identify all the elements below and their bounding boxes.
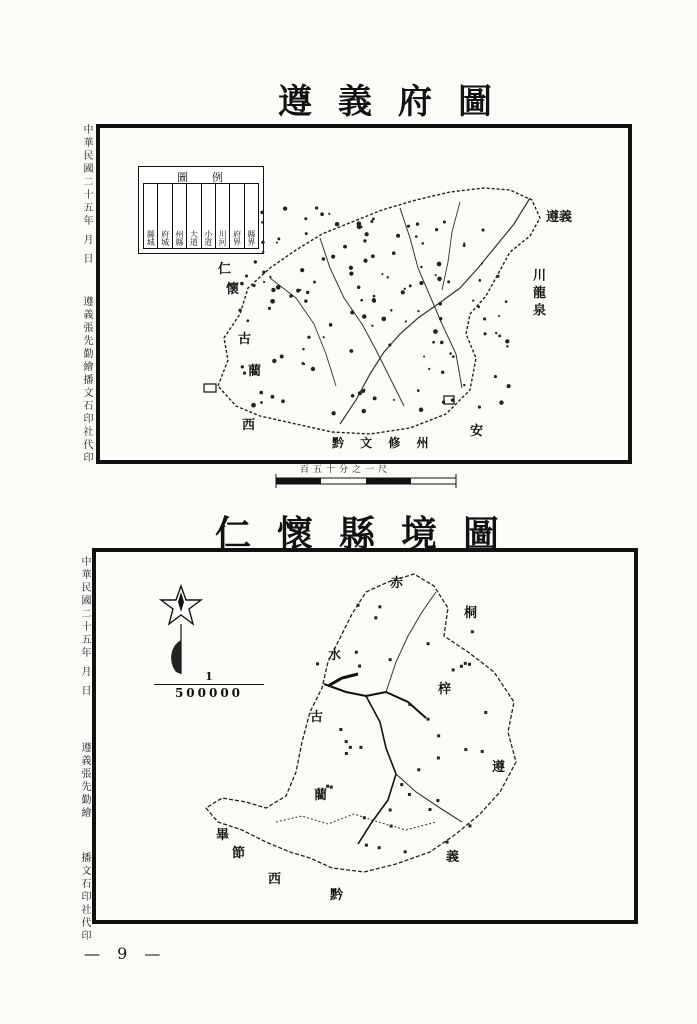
settlement-marker bbox=[301, 362, 304, 365]
settlement-marker bbox=[300, 268, 304, 272]
settlement-marker bbox=[322, 257, 325, 260]
town-marker bbox=[460, 665, 463, 668]
settlement-marker bbox=[332, 411, 336, 415]
settlement-marker bbox=[251, 403, 256, 408]
town-marker bbox=[349, 746, 352, 749]
settlement-marker bbox=[305, 232, 308, 235]
settlement-marker bbox=[420, 266, 422, 268]
settlement-marker bbox=[363, 239, 366, 242]
settlement-marker bbox=[388, 343, 391, 346]
town-marker bbox=[330, 786, 333, 789]
settlement-marker bbox=[390, 309, 392, 311]
settlement-marker bbox=[449, 352, 452, 355]
settlement-marker bbox=[478, 406, 481, 409]
town-marker bbox=[437, 756, 440, 759]
town-marker bbox=[429, 808, 432, 811]
settlement-marker bbox=[241, 365, 244, 368]
settlement-marker bbox=[432, 341, 435, 344]
town-marker bbox=[316, 662, 319, 665]
label-west-1: 水 bbox=[328, 648, 342, 663]
settlement-marker bbox=[409, 284, 412, 287]
label-west-3: 藺 bbox=[314, 788, 328, 803]
scale-denominator: 500000 bbox=[174, 686, 244, 700]
settlement-marker bbox=[419, 408, 423, 412]
settlement-marker bbox=[404, 288, 406, 290]
settlement-marker bbox=[463, 244, 466, 247]
settlement-marker bbox=[495, 332, 497, 334]
town-marker bbox=[404, 850, 407, 853]
town-marker bbox=[481, 750, 484, 753]
settlement-marker bbox=[499, 400, 503, 404]
settlement-marker bbox=[276, 242, 278, 244]
town-marker bbox=[436, 799, 439, 802]
settlement-marker bbox=[423, 355, 425, 357]
town-marker bbox=[357, 604, 360, 607]
settlement-marker bbox=[416, 222, 419, 225]
label-east-1: 梓 bbox=[438, 682, 452, 697]
town-marker bbox=[408, 703, 411, 706]
settlement-marker bbox=[371, 325, 373, 327]
label-west-1: 仁 bbox=[218, 262, 232, 277]
town-marker bbox=[358, 665, 361, 668]
imprint-drawn-by-bottom: 遵義張先勤繪 bbox=[79, 742, 90, 820]
settlement-marker bbox=[358, 391, 362, 395]
settlement-marker bbox=[254, 260, 257, 263]
town-marker bbox=[359, 746, 362, 749]
settlement-marker bbox=[320, 212, 324, 216]
settlement-marker bbox=[262, 251, 264, 253]
settlement-marker bbox=[280, 355, 284, 359]
settlement-marker bbox=[417, 310, 419, 312]
map-drawing-top bbox=[100, 128, 628, 460]
river-south bbox=[358, 696, 396, 844]
legend-item: 府界 bbox=[229, 184, 243, 248]
settlement-marker bbox=[443, 220, 446, 223]
settlement-marker bbox=[498, 334, 501, 337]
settlement-marker bbox=[372, 218, 375, 221]
settlement-marker bbox=[437, 262, 442, 267]
settlement-marker bbox=[329, 323, 333, 327]
label-west-2: 懷 bbox=[226, 282, 240, 297]
settlement-marker bbox=[277, 237, 280, 240]
town-marker bbox=[468, 663, 471, 666]
label-west-4: 藺 bbox=[248, 364, 262, 379]
label-south-caption: 黔 文 修 州 bbox=[332, 436, 435, 450]
imprint-printer-bottom: 播文石印社代印 bbox=[79, 852, 90, 943]
label-west-2: 古 bbox=[310, 710, 324, 725]
river-main bbox=[340, 198, 530, 424]
town-marker bbox=[378, 605, 381, 608]
settlement-marker bbox=[360, 299, 363, 302]
settlement-marker bbox=[435, 274, 437, 276]
river-tributary-1 bbox=[320, 238, 404, 406]
settlement-marker bbox=[323, 336, 325, 338]
settlement-marker bbox=[372, 299, 376, 303]
river-tributary-2 bbox=[400, 208, 462, 388]
settlement-marker bbox=[393, 399, 395, 401]
settlement-marker bbox=[507, 384, 511, 388]
settlement-marker bbox=[477, 306, 480, 309]
settlement-marker bbox=[407, 225, 410, 228]
settlement-marker bbox=[363, 259, 367, 263]
legend-item: 州縣 bbox=[172, 184, 186, 248]
settlement-marker bbox=[306, 291, 309, 294]
settlement-marker bbox=[373, 295, 376, 298]
imprint-printer-top: 播文石印社代印 bbox=[81, 374, 92, 465]
town-marker bbox=[408, 793, 411, 796]
settlement-marker bbox=[472, 300, 474, 302]
settlement-marker bbox=[315, 206, 318, 209]
town-marker bbox=[365, 844, 368, 847]
settlement-marker bbox=[281, 399, 285, 403]
settlement-marker bbox=[435, 228, 438, 231]
settlement-marker bbox=[447, 280, 450, 283]
settlement-marker bbox=[307, 336, 310, 339]
settlement-marker bbox=[505, 339, 509, 343]
settlement-marker bbox=[362, 409, 366, 413]
town-marker bbox=[363, 816, 366, 819]
legend-item: 府城 bbox=[157, 184, 171, 248]
settlement-marker bbox=[417, 389, 420, 392]
settlement-marker bbox=[415, 235, 418, 238]
settlement-marker bbox=[302, 348, 304, 350]
imprint-drawn-by-top: 遵義張先勤繪 bbox=[81, 296, 92, 374]
map-title-zunyi-prefecture: 遵義府圖 bbox=[278, 82, 518, 122]
town-marker bbox=[464, 662, 467, 665]
town-marker bbox=[345, 752, 348, 755]
map-title-renhuai-county: 仁懷縣境圖 bbox=[215, 513, 526, 555]
settlement-marker bbox=[262, 270, 265, 273]
settlement-marker bbox=[335, 222, 339, 226]
settlement-marker bbox=[373, 396, 377, 400]
settlement-marker bbox=[441, 371, 444, 374]
settlement-marker bbox=[494, 375, 497, 378]
settlement-marker bbox=[272, 359, 276, 363]
settlement-marker bbox=[363, 389, 365, 391]
settlement-marker bbox=[260, 401, 263, 404]
label-south-west-3: 西 bbox=[268, 872, 282, 887]
map-frame-top bbox=[96, 124, 632, 464]
legend-item: 川河 bbox=[215, 184, 229, 248]
settlement-marker bbox=[421, 242, 424, 245]
label-north-east: 遵義 bbox=[546, 210, 573, 225]
settlement-marker bbox=[252, 284, 255, 287]
legend-item: 大道 bbox=[186, 184, 200, 248]
settlement-marker bbox=[261, 241, 264, 244]
settlement-marker bbox=[343, 245, 347, 249]
settlement-marker bbox=[381, 317, 386, 322]
label-south-west-2: 節 bbox=[232, 846, 246, 861]
settlement-marker bbox=[396, 234, 400, 238]
settlement-marker bbox=[371, 254, 375, 258]
label-south-east: 安 bbox=[470, 424, 484, 439]
settlement-marker bbox=[260, 211, 264, 215]
settlement-marker bbox=[357, 285, 361, 289]
settlement-marker bbox=[283, 206, 287, 210]
settlement-marker bbox=[362, 314, 366, 318]
settlement-marker bbox=[481, 228, 484, 231]
settlement-marker bbox=[269, 276, 271, 278]
settlement-marker bbox=[349, 266, 353, 270]
settlement-marker bbox=[405, 320, 407, 322]
settlement-marker bbox=[243, 371, 246, 374]
settlement-marker bbox=[437, 277, 442, 282]
river-north bbox=[386, 592, 436, 692]
map-drawing-bottom bbox=[96, 552, 634, 920]
settlement-marker bbox=[438, 302, 442, 306]
settlement-marker bbox=[246, 319, 249, 322]
settlement-marker bbox=[261, 221, 264, 224]
settlement-marker bbox=[313, 281, 316, 284]
settlement-marker bbox=[483, 317, 486, 320]
prefecture-boundary bbox=[218, 188, 540, 434]
settlement-marker bbox=[401, 290, 405, 294]
town-marker bbox=[389, 658, 392, 661]
scale-text-top: 百五十分之一尺 bbox=[300, 465, 392, 475]
settlement-marker bbox=[311, 367, 315, 371]
settlement-marker bbox=[271, 395, 275, 399]
settlement-marker bbox=[328, 213, 330, 215]
legend-item: 縣城 bbox=[146, 230, 156, 246]
settlement-marker bbox=[463, 384, 465, 386]
label-east-2: 遵 bbox=[492, 760, 506, 775]
settlement-marker bbox=[357, 221, 362, 226]
settlement-marker bbox=[349, 349, 353, 353]
settlement-marker bbox=[304, 299, 307, 302]
county-seat-block bbox=[328, 674, 358, 686]
imprint-date-bottom: 中華民國二十五年 月 日 bbox=[79, 556, 90, 699]
label-south-west: 西 bbox=[242, 418, 256, 433]
town-marker bbox=[427, 642, 430, 645]
settlement-marker bbox=[350, 311, 354, 315]
scale-numerator: 1 bbox=[205, 670, 213, 683]
settlement-marker bbox=[440, 341, 444, 345]
settlement-marker bbox=[496, 275, 499, 278]
settlement-marker bbox=[263, 281, 265, 283]
town-markers bbox=[316, 604, 487, 854]
settlement-marker bbox=[498, 315, 500, 317]
settlement-marker bbox=[238, 309, 241, 312]
settlement-marker bbox=[484, 332, 487, 335]
town-marker bbox=[355, 651, 358, 654]
settlement-marker bbox=[365, 232, 369, 236]
label-west-3: 古 bbox=[238, 332, 252, 347]
settlement-marker bbox=[245, 274, 248, 277]
settlement-marker bbox=[351, 394, 355, 398]
river-tributary-4 bbox=[442, 202, 460, 290]
settlement-marker bbox=[452, 355, 455, 358]
label-south-west-1: 畢 bbox=[216, 828, 230, 843]
town-marker bbox=[446, 841, 449, 844]
legend-item: 小道 bbox=[201, 184, 215, 248]
label-south-east: 義 bbox=[446, 850, 460, 865]
label-north: 赤 bbox=[390, 576, 404, 591]
label-east: 川 龍 泉 bbox=[530, 268, 545, 317]
settlement-marker bbox=[392, 251, 396, 255]
scale-bar-top bbox=[272, 474, 462, 490]
legend-title: 圖例 bbox=[177, 171, 247, 184]
town-marker bbox=[378, 846, 381, 849]
settlement-marker bbox=[439, 317, 442, 320]
settlement-marker bbox=[240, 282, 244, 286]
settlement-marker bbox=[428, 368, 430, 370]
settlement-marker bbox=[268, 307, 271, 310]
town-marker bbox=[468, 824, 471, 827]
town-marker bbox=[374, 616, 377, 619]
town-marker bbox=[426, 718, 429, 721]
settlement-marker bbox=[381, 273, 383, 275]
town-marker bbox=[339, 728, 342, 731]
town-marker bbox=[390, 825, 393, 828]
settlement-marker bbox=[276, 285, 281, 290]
town-marker bbox=[484, 711, 487, 714]
town-marker bbox=[417, 768, 420, 771]
town-marker bbox=[464, 748, 467, 751]
imprint-date-top: 中華民國二十五年 月 日 bbox=[81, 124, 92, 267]
settlement-marker bbox=[304, 217, 307, 220]
settlement-marker bbox=[331, 255, 335, 259]
settlement-marker bbox=[386, 276, 388, 278]
legend-item: 縣界 bbox=[244, 184, 258, 248]
settlement-marker bbox=[506, 345, 508, 347]
settlement-marker bbox=[478, 279, 481, 282]
settlement-marker bbox=[270, 299, 275, 304]
settlement-markers bbox=[238, 206, 510, 415]
town-marker bbox=[437, 734, 440, 737]
river-tributary-3 bbox=[270, 278, 336, 386]
settlement-marker bbox=[289, 294, 293, 298]
settlement-marker bbox=[433, 329, 438, 334]
settlement-marker bbox=[419, 281, 423, 285]
city-marker-west bbox=[204, 384, 216, 392]
map-frame-bottom bbox=[92, 548, 638, 924]
page-number: — 9 — bbox=[84, 944, 167, 963]
settlement-marker bbox=[299, 289, 301, 291]
town-marker bbox=[452, 668, 455, 671]
town-marker bbox=[345, 740, 348, 743]
settlement-marker bbox=[259, 391, 263, 395]
settlement-marker bbox=[271, 288, 275, 292]
settlement-marker bbox=[505, 300, 508, 303]
label-south: 黔 bbox=[330, 888, 344, 903]
river-east bbox=[396, 774, 462, 822]
town-marker bbox=[389, 808, 392, 811]
label-north-east: 桐 bbox=[464, 606, 478, 621]
settlement-marker bbox=[370, 220, 373, 223]
settlement-marker bbox=[349, 271, 353, 275]
town-marker bbox=[471, 630, 474, 633]
town-marker bbox=[400, 783, 403, 786]
road-south bbox=[276, 814, 436, 830]
settlement-marker bbox=[481, 263, 483, 265]
